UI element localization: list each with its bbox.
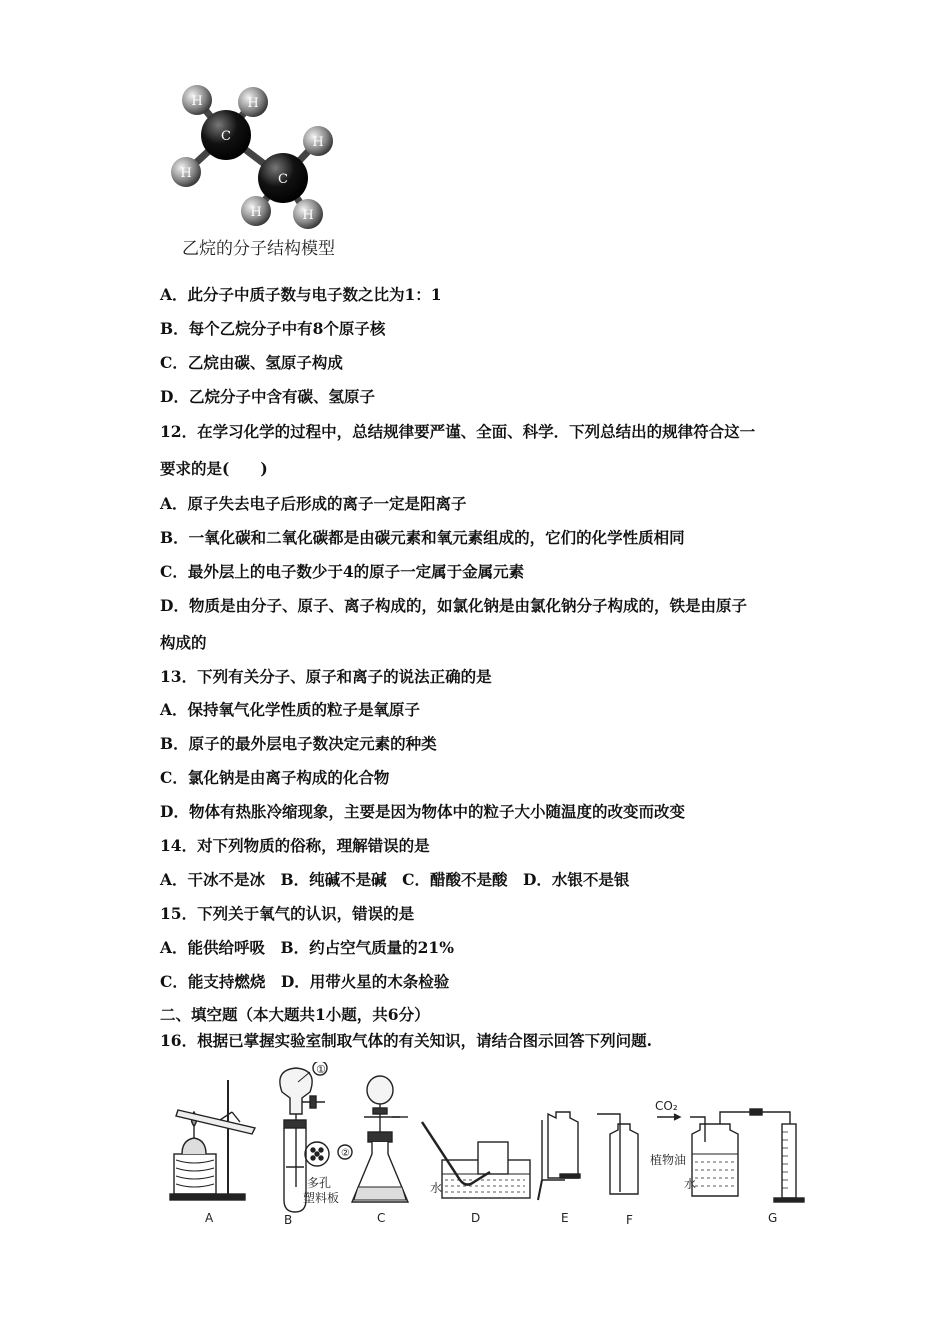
water-label-g: 水 bbox=[684, 1177, 697, 1191]
q13-option-d: D．物体有热胀冷缩现象，主要是因为物体中的粒子大小随温度的改变而改变 bbox=[160, 802, 685, 821]
q16-stem: 16．根据已掌握实验室制取气体的有关知识，请结合图示回答下列问题. bbox=[160, 1031, 652, 1050]
apparatus-e bbox=[538, 1112, 580, 1200]
marker-2: ② bbox=[341, 1148, 350, 1159]
q13-stem: 13．下列有关分子、原子和离子的说法正确的是 bbox=[160, 667, 492, 686]
atom-label-h: H bbox=[180, 166, 192, 181]
label-f: F bbox=[626, 1213, 633, 1227]
q15-stem: 15．下列关于氧气的认识，错误的是 bbox=[160, 904, 415, 923]
marker-1: ① bbox=[316, 1063, 326, 1076]
apparatus-b bbox=[280, 1062, 339, 1212]
section-title: 二、填空题（本大题共1小题，共6分） bbox=[160, 1005, 430, 1024]
q11-option-a: A．此分子中质子数与电子数之比为1：1 bbox=[160, 285, 442, 304]
q12-option-d: D．物质是由分子、原子、离子构成的，如氯化钠是由氯化钠分子构成的，铁是由原子 bbox=[160, 596, 747, 615]
figure-caption: 乙烷的分子结构模型 bbox=[182, 239, 335, 259]
q12-stem: 12．在学习化学的过程中，总结规律要严谨、全面、科学．下列总结出的规律符合这一 bbox=[160, 422, 756, 441]
atom-label-c: C bbox=[278, 172, 288, 187]
label-a: A bbox=[205, 1211, 214, 1225]
q14-stem: 14．对下列物质的俗称，理解错误的是 bbox=[160, 836, 430, 855]
plate-label-1: 多孔 bbox=[307, 1176, 332, 1190]
apparatus-f bbox=[597, 1114, 638, 1194]
label-b: B bbox=[284, 1213, 293, 1227]
q12-option-d-cont: 构成的 bbox=[160, 633, 207, 652]
q15-options-line2: C．能支持燃烧 D．用带火星的木条检验 bbox=[160, 972, 450, 991]
label-c: C bbox=[377, 1211, 386, 1225]
label-g: G bbox=[768, 1211, 778, 1225]
water-label-d: 水 bbox=[430, 1181, 443, 1195]
q14-options: A．干冰不是冰 B．纯碱不是碱 C．醋酸不是酸 D．水银不是银 bbox=[160, 870, 630, 889]
q15-options-line1: A．能供给呼吸 B．约占空气质量的21% bbox=[160, 938, 454, 957]
label-d: D bbox=[471, 1211, 481, 1225]
atom-label-h: H bbox=[302, 208, 314, 223]
apparatus-g bbox=[650, 1099, 804, 1202]
oil-label: 植物油 bbox=[650, 1153, 687, 1167]
q11-option-c: C．乙烷由碳、氢原子构成 bbox=[160, 353, 343, 372]
atom-label-h: H bbox=[250, 205, 262, 220]
q12-option-b: B．一氧化碳和二氧化碳都是由碳元素和氧元素组成的，它们的化学性质相同 bbox=[160, 528, 685, 547]
q13-option-b: B．原子的最外层电子数决定元素的种类 bbox=[160, 734, 437, 753]
apparatus-a bbox=[170, 1080, 255, 1200]
apparatus-d bbox=[422, 1122, 530, 1198]
atom-label-h: H bbox=[191, 94, 203, 109]
q13-option-a: A．保持氧气化学性质的粒子是氧原子 bbox=[160, 700, 421, 719]
co2-label: CO₂ bbox=[655, 1099, 678, 1113]
label-e: E bbox=[561, 1211, 569, 1225]
apparatus-c bbox=[338, 1076, 408, 1202]
atom-label-c: C bbox=[221, 129, 231, 144]
atom-label-h: H bbox=[247, 96, 259, 111]
q12-option-a: A．原子失去电子后形成的离子一定是阳离子 bbox=[160, 494, 467, 513]
lab-apparatus-figure bbox=[160, 1062, 810, 1237]
q11-option-b: B．每个乙烷分子中有8个原子核 bbox=[160, 319, 386, 338]
q12-stem-cont: 要求的是( ) bbox=[160, 459, 268, 478]
plate-label-2: 塑料板 bbox=[303, 1191, 340, 1205]
q11-option-d: D．乙烷分子中含有碳、氢原子 bbox=[160, 387, 375, 406]
q12-option-c: C．最外层上的电子数少于4的原子一定属于金属元素 bbox=[160, 562, 525, 581]
atom-label-h: H bbox=[312, 135, 324, 150]
q13-option-c: C．氯化钠是由离子构成的化合物 bbox=[160, 768, 390, 787]
